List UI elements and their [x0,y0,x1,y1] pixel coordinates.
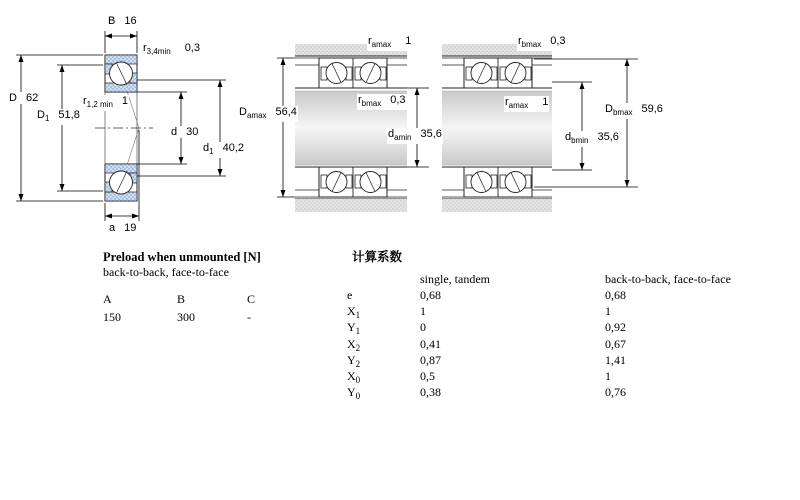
factors-row-Y2: $Y_2$ 0,87 1,41 [347,352,626,369]
preload-value-B: 300 [177,310,195,324]
dim-label-d1: $d_1$ 40,2 [203,142,244,156]
preload-table-subtitle: back-to-back, face-to-face [103,265,229,279]
factors-row-Y1: $Y_1$ 0 0,92 [347,320,626,337]
dim-label-B: B 16 [108,15,137,27]
dim-label-Dbmax: $D_{bmax}$ 59,6 [605,103,663,117]
dim-label-Damax: $D_{amax}$ 56,4 [239,106,297,120]
factors-row-e: e 0,68 0,68 [347,288,626,302]
preload-value-C: - [247,310,251,324]
factors-col-single-tandem: single, tandem [420,272,490,286]
preload-col-A: A [103,292,112,306]
dim-label-D1: $D_1$ 51,8 [37,109,80,123]
dim-label-D: D 62 [9,92,39,104]
dim-label-a: a 19 [109,222,137,234]
fig-pair-b-drawing [442,44,638,212]
factors-row-X1: $X_1$ 1 1 [347,304,611,321]
dim-label-rbmax-b: $r_{bmax}$ 0,3 [518,35,566,49]
factors-col-back-to-back: back-to-back, face-to-face [605,272,731,286]
calculation-factors-table [347,247,787,407]
factors-table-title: 计算系数 [352,250,403,264]
dim-label-ramax-a: $r_{amax}$ 1 [368,35,412,49]
dim-label-ramax-b: $r_{amax}$ 1 [505,96,549,110]
dim-label-dbmin: $d_{bmin}$ 35,6 [565,131,619,145]
dim-label-rbmax-a: $r_{bmax}$ 0,3 [358,94,406,108]
factors-row-X2: $X_2$ 0,41 0,67 [347,336,626,353]
dim-label-r12min: $r_{1,2 min}$ 1 [83,95,129,109]
factors-row-Y0: $Y_0$ 0,38 0,76 [347,385,626,402]
dim-label-damin: $d_{amin}$ 35,6 [388,128,442,142]
factors-row-X0: $X_0$ 0,5 1 [347,368,611,385]
preload-table-title: Preload when unmounted [N] [103,250,261,264]
preload-value-A: 150 [103,310,121,324]
dim-label-d: d 30 [171,126,199,138]
preload-col-C: C [247,292,256,306]
factors-table-rows [347,288,787,401]
preload-col-B: B [177,292,186,306]
dim-label-r34min: $r_{3,4min}$ 0,3 [143,42,200,56]
preload-table [103,247,333,327]
